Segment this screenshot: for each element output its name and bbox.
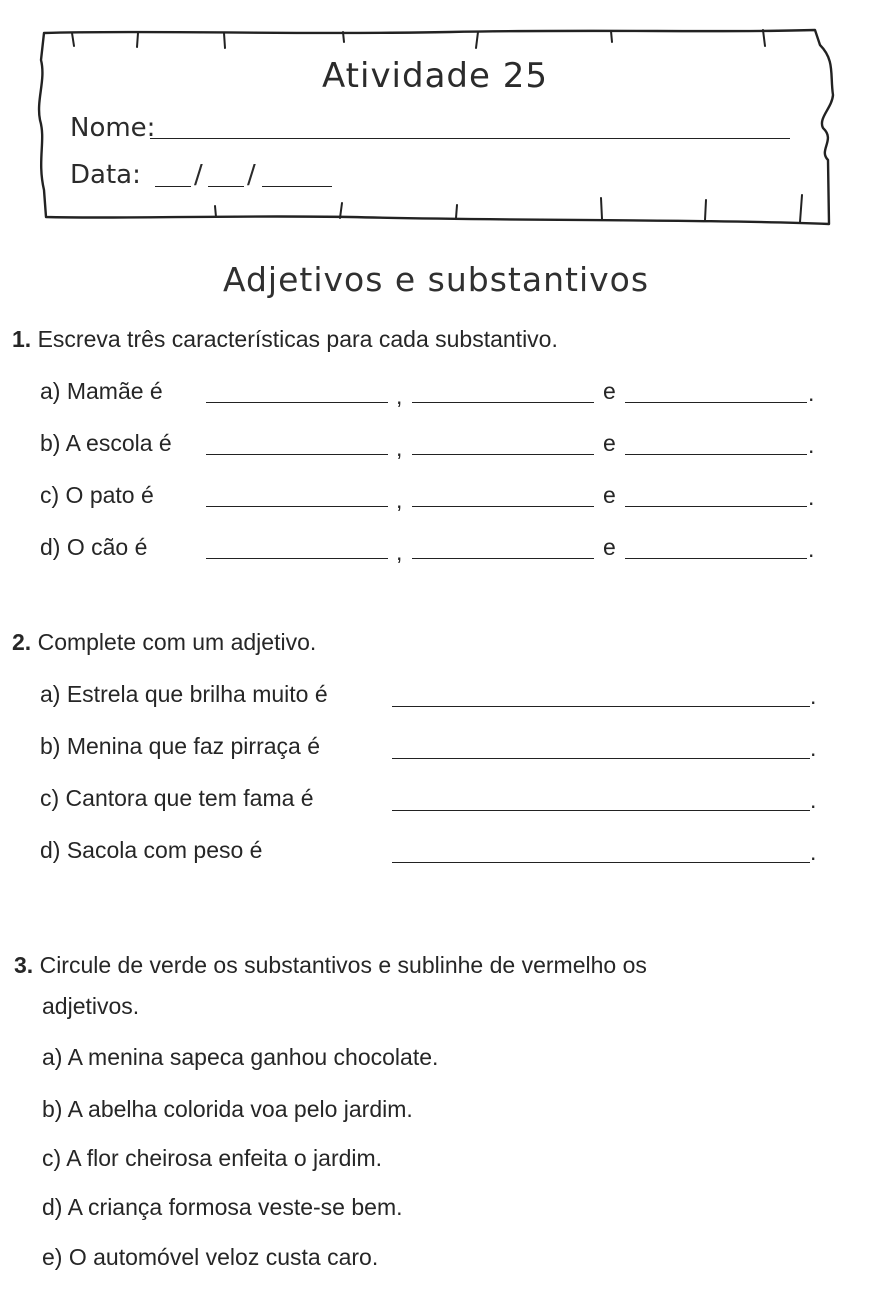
conjunction: e	[603, 534, 616, 560]
answer-blank[interactable]	[412, 558, 594, 559]
answer-blank[interactable]	[412, 402, 594, 403]
comma: ,	[396, 383, 403, 409]
item-label: b) Menina que faz pirraça é	[40, 733, 320, 759]
date-label: Data:	[70, 160, 141, 190]
period: .	[810, 839, 817, 865]
worksheet-subtitle: Adjetivos e substantivos	[222, 260, 650, 299]
period: .	[810, 735, 817, 761]
question-text: Complete com um adjetivo.	[37, 629, 317, 655]
item-label: b) A escola é	[40, 430, 172, 456]
question-1	[12, 326, 558, 353]
answer-blank[interactable]	[206, 454, 388, 455]
date-day-field[interactable]	[155, 186, 191, 187]
question-3	[14, 952, 647, 979]
answer-blank[interactable]	[625, 506, 807, 507]
answer-blank[interactable]	[392, 758, 810, 759]
answer-blank[interactable]	[625, 558, 807, 559]
period: .	[808, 536, 815, 562]
answer-blank[interactable]	[392, 862, 810, 863]
item-label: d) O cão é	[40, 534, 148, 560]
sentence-item-c: c) A flor cheirosa enfeita o jardim.	[42, 1145, 383, 1171]
item-label: c) O pato é	[40, 482, 154, 508]
answer-blank[interactable]	[206, 558, 388, 559]
answer-blank[interactable]	[412, 506, 594, 507]
conjunction: e	[603, 430, 616, 456]
name-label: Nome:	[70, 113, 156, 143]
answer-blank[interactable]	[206, 402, 388, 403]
period: .	[808, 380, 815, 406]
answer-blank[interactable]	[206, 506, 388, 507]
date-year-field[interactable]	[262, 186, 332, 187]
answer-blank[interactable]	[625, 402, 807, 403]
item-label: d) Sacola com peso é	[40, 837, 263, 863]
answer-blank[interactable]	[392, 810, 810, 811]
comma: ,	[396, 487, 403, 513]
period: .	[810, 787, 817, 813]
sentence-item-b: b) A abelha colorida voa pelo jardim.	[42, 1096, 413, 1122]
answer-blank[interactable]	[392, 706, 810, 707]
question-number: 2.	[12, 629, 32, 655]
period: .	[808, 484, 815, 510]
comma: ,	[396, 539, 403, 565]
question-number: 1.	[12, 326, 32, 352]
item-label: c) Cantora que tem fama é	[40, 785, 314, 811]
date-separator: /	[194, 160, 203, 190]
conjunction: e	[603, 482, 616, 508]
sentence-item-d: d) A criança formosa veste-se bem.	[42, 1194, 403, 1220]
question-text: Circule de verde os substantivos e sublinhe de vermelho os	[39, 952, 647, 978]
sentence-item-e: e) O automóvel veloz custa caro.	[42, 1244, 379, 1270]
worksheet-title: Atividade 25	[322, 56, 548, 96]
question-2	[12, 629, 316, 656]
comma: ,	[396, 435, 403, 461]
period: .	[808, 432, 815, 458]
question-text: Escreva três características para cada substantivo.	[37, 326, 558, 352]
item-label: a) Estrela que brilha muito é	[40, 681, 328, 707]
period: .	[810, 683, 817, 709]
date-separator: /	[247, 160, 256, 190]
date-month-field[interactable]	[208, 186, 244, 187]
question-text-continued: adjetivos.	[42, 993, 140, 1019]
answer-blank[interactable]	[625, 454, 807, 455]
name-field[interactable]	[150, 138, 790, 139]
question-number: 3.	[14, 952, 34, 978]
sentence-item-a: a) A menina sapeca ganhou chocolate.	[42, 1044, 439, 1070]
answer-blank[interactable]	[412, 454, 594, 455]
item-label: a) Mamãe é	[40, 378, 163, 404]
conjunction: e	[603, 378, 616, 404]
